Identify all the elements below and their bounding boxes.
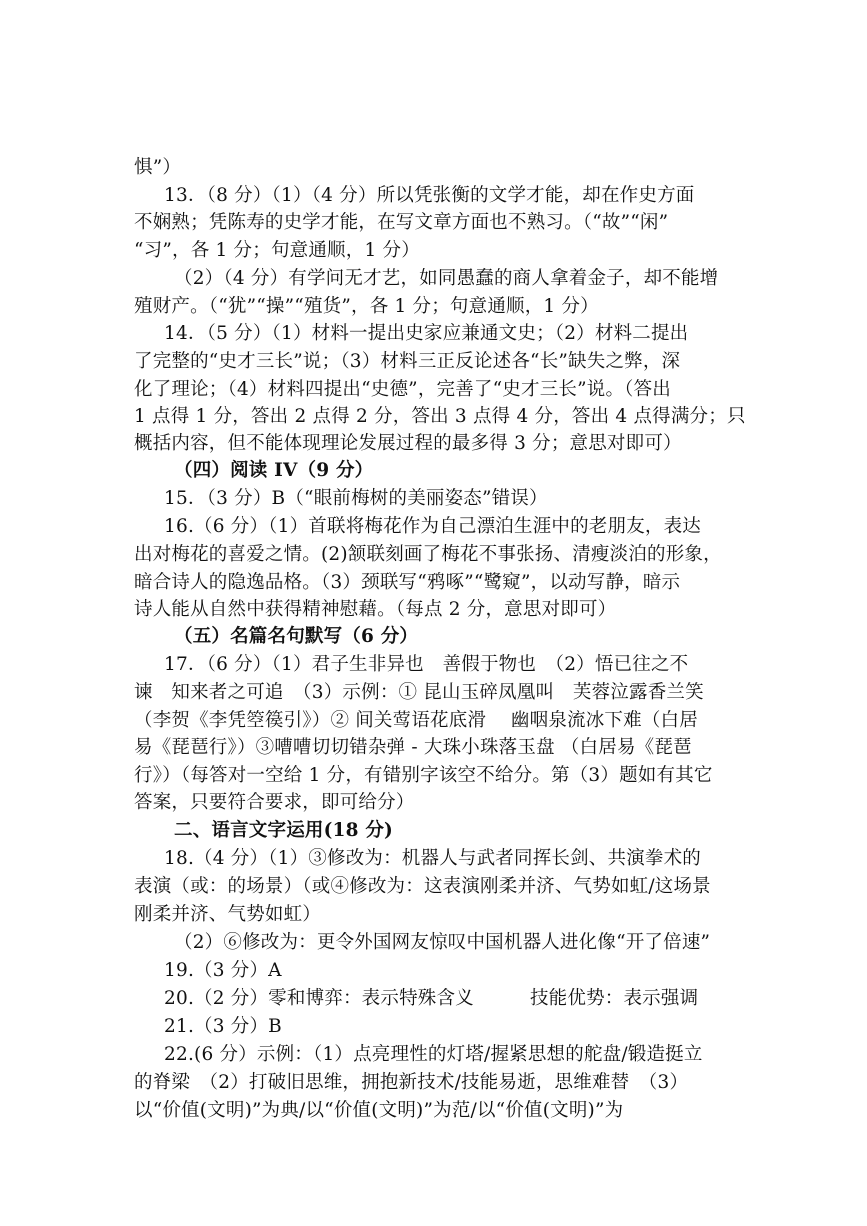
text-line: 14．（5 分）（1）材料一提出史家应兼通文史；（2）材料二提出: [164, 323, 689, 344]
text-line: 易《琵琶行》）③嘈嘈切切错杂弹 - 大珠小珠落玉盘 （白居易《琵琶: [134, 737, 692, 758]
text-line: 18.（4 分）（1）③修改为：机器人与武者同挥长剑、共演拳术的: [164, 848, 701, 869]
text-line: 暗合诗人的隐逸品格。（3）颈联写“鸦啄”“鹭窥”，以动写静，暗示: [134, 572, 681, 593]
text-line: 概括内容，但不能体现理论发展过程的最多得 3 分；意思对即可）: [134, 433, 682, 454]
text-line: 了完整的“史才三长”说；（3）材料三正反论述各“长”缺失之弊，深: [134, 351, 681, 372]
text-line: “习”，各 1 分；句意通顺，1 分）: [134, 240, 420, 261]
text-line: 诗人能从自然中获得精神慰藉。（每点 2 分，意思对即可）: [134, 599, 617, 620]
text-line: 13．（8 分）（1）（4 分）所以凭张衡的文学才能，却在作史方面: [164, 185, 695, 206]
text-line: 19.（3 分）A: [164, 960, 282, 981]
text-line: 殖财产。（“犹”“操”“殖货”，各 1 分；句意通顺，1 分）: [134, 296, 599, 317]
text-line: （李贺《李凭箜篌引》）② 间关莺语花底滑 幽咽泉流冰下难（白居: [134, 710, 698, 731]
text-line: 表演（或：的场景）（或④修改为：这表演刚柔并济、气势如虹/这场景: [134, 876, 711, 897]
text-line: （2）（4 分）有学问无才艺，如同愚蠢的商人拿着金子，却不能增: [174, 268, 719, 289]
text-line: 惧”）: [134, 157, 182, 178]
text-line: 不娴熟；凭陈寿的史学才能，在写文章方面也不熟习。（“故”“闲”: [134, 212, 669, 233]
section-heading: 二、语言文字运用(18 分): [174, 820, 393, 841]
text-line: 答案，只要符合要求，即可给分）: [134, 792, 415, 813]
text-line: 化了理论；（4）材料四提出“史德”，完善了“史才三长”说。（答出: [134, 379, 672, 400]
text-line: 21.（3 分）B: [164, 1016, 282, 1037]
text-line: 16.（6 分）（1）首联将梅花作为自己漂泊生涯中的老朋友，表达: [164, 516, 701, 537]
text-line: 15．（3 分）B（“眼前梅树的美丽姿态”错误）: [164, 488, 548, 509]
text-line: 的脊梁 （2）打破旧思维，拥抱新技术/技能易逝，思维难替 （3）: [134, 1072, 689, 1093]
text-line: 谏 知来者之可追 （3）示例：① 昆山玉碎凤凰叫 芙蓉泣露香兰笑: [134, 682, 704, 703]
text-line: 1 点得 1 分，答出 2 点得 2 分，答出 3 点得 4 分，答出 4 点得满分；只: [134, 406, 746, 427]
text-line: 出对梅花的喜爱之情。(2)颔联刻画了梅花不事张扬、清瘦淡泊的形象，: [134, 544, 722, 565]
text-line: （2）⑥修改为：更令外国网友惊叹中国机器人进化像“开了倍速”: [174, 932, 711, 953]
text-line: 以“价值(文明)”为典/以“价值(文明)”为范/以“价值(文明)”为: [134, 1100, 624, 1121]
text-line: 刚柔并济、气势如虹）: [134, 904, 322, 925]
section-heading: （五）名篇名句默写（6 分）: [174, 626, 419, 647]
text-line: 22.(6 分）示例：（1）点亮理性的灯塔/握紧思想的舵盘/锻造挺立: [164, 1044, 703, 1065]
section-heading: （四）阅读 IV（9 分）: [174, 460, 374, 481]
text-line: 行》）（每答对一空给 1 分，有错别字该空不给分。第（3）题如有其它: [134, 765, 713, 786]
text-line: 17．（6 分）（1）君子生非异也 善假于物也 （2）悟已往之不: [164, 654, 689, 675]
text-line: 20.（2 分）零和博弈：表示特殊含义 技能优势：表示强调: [164, 988, 699, 1009]
